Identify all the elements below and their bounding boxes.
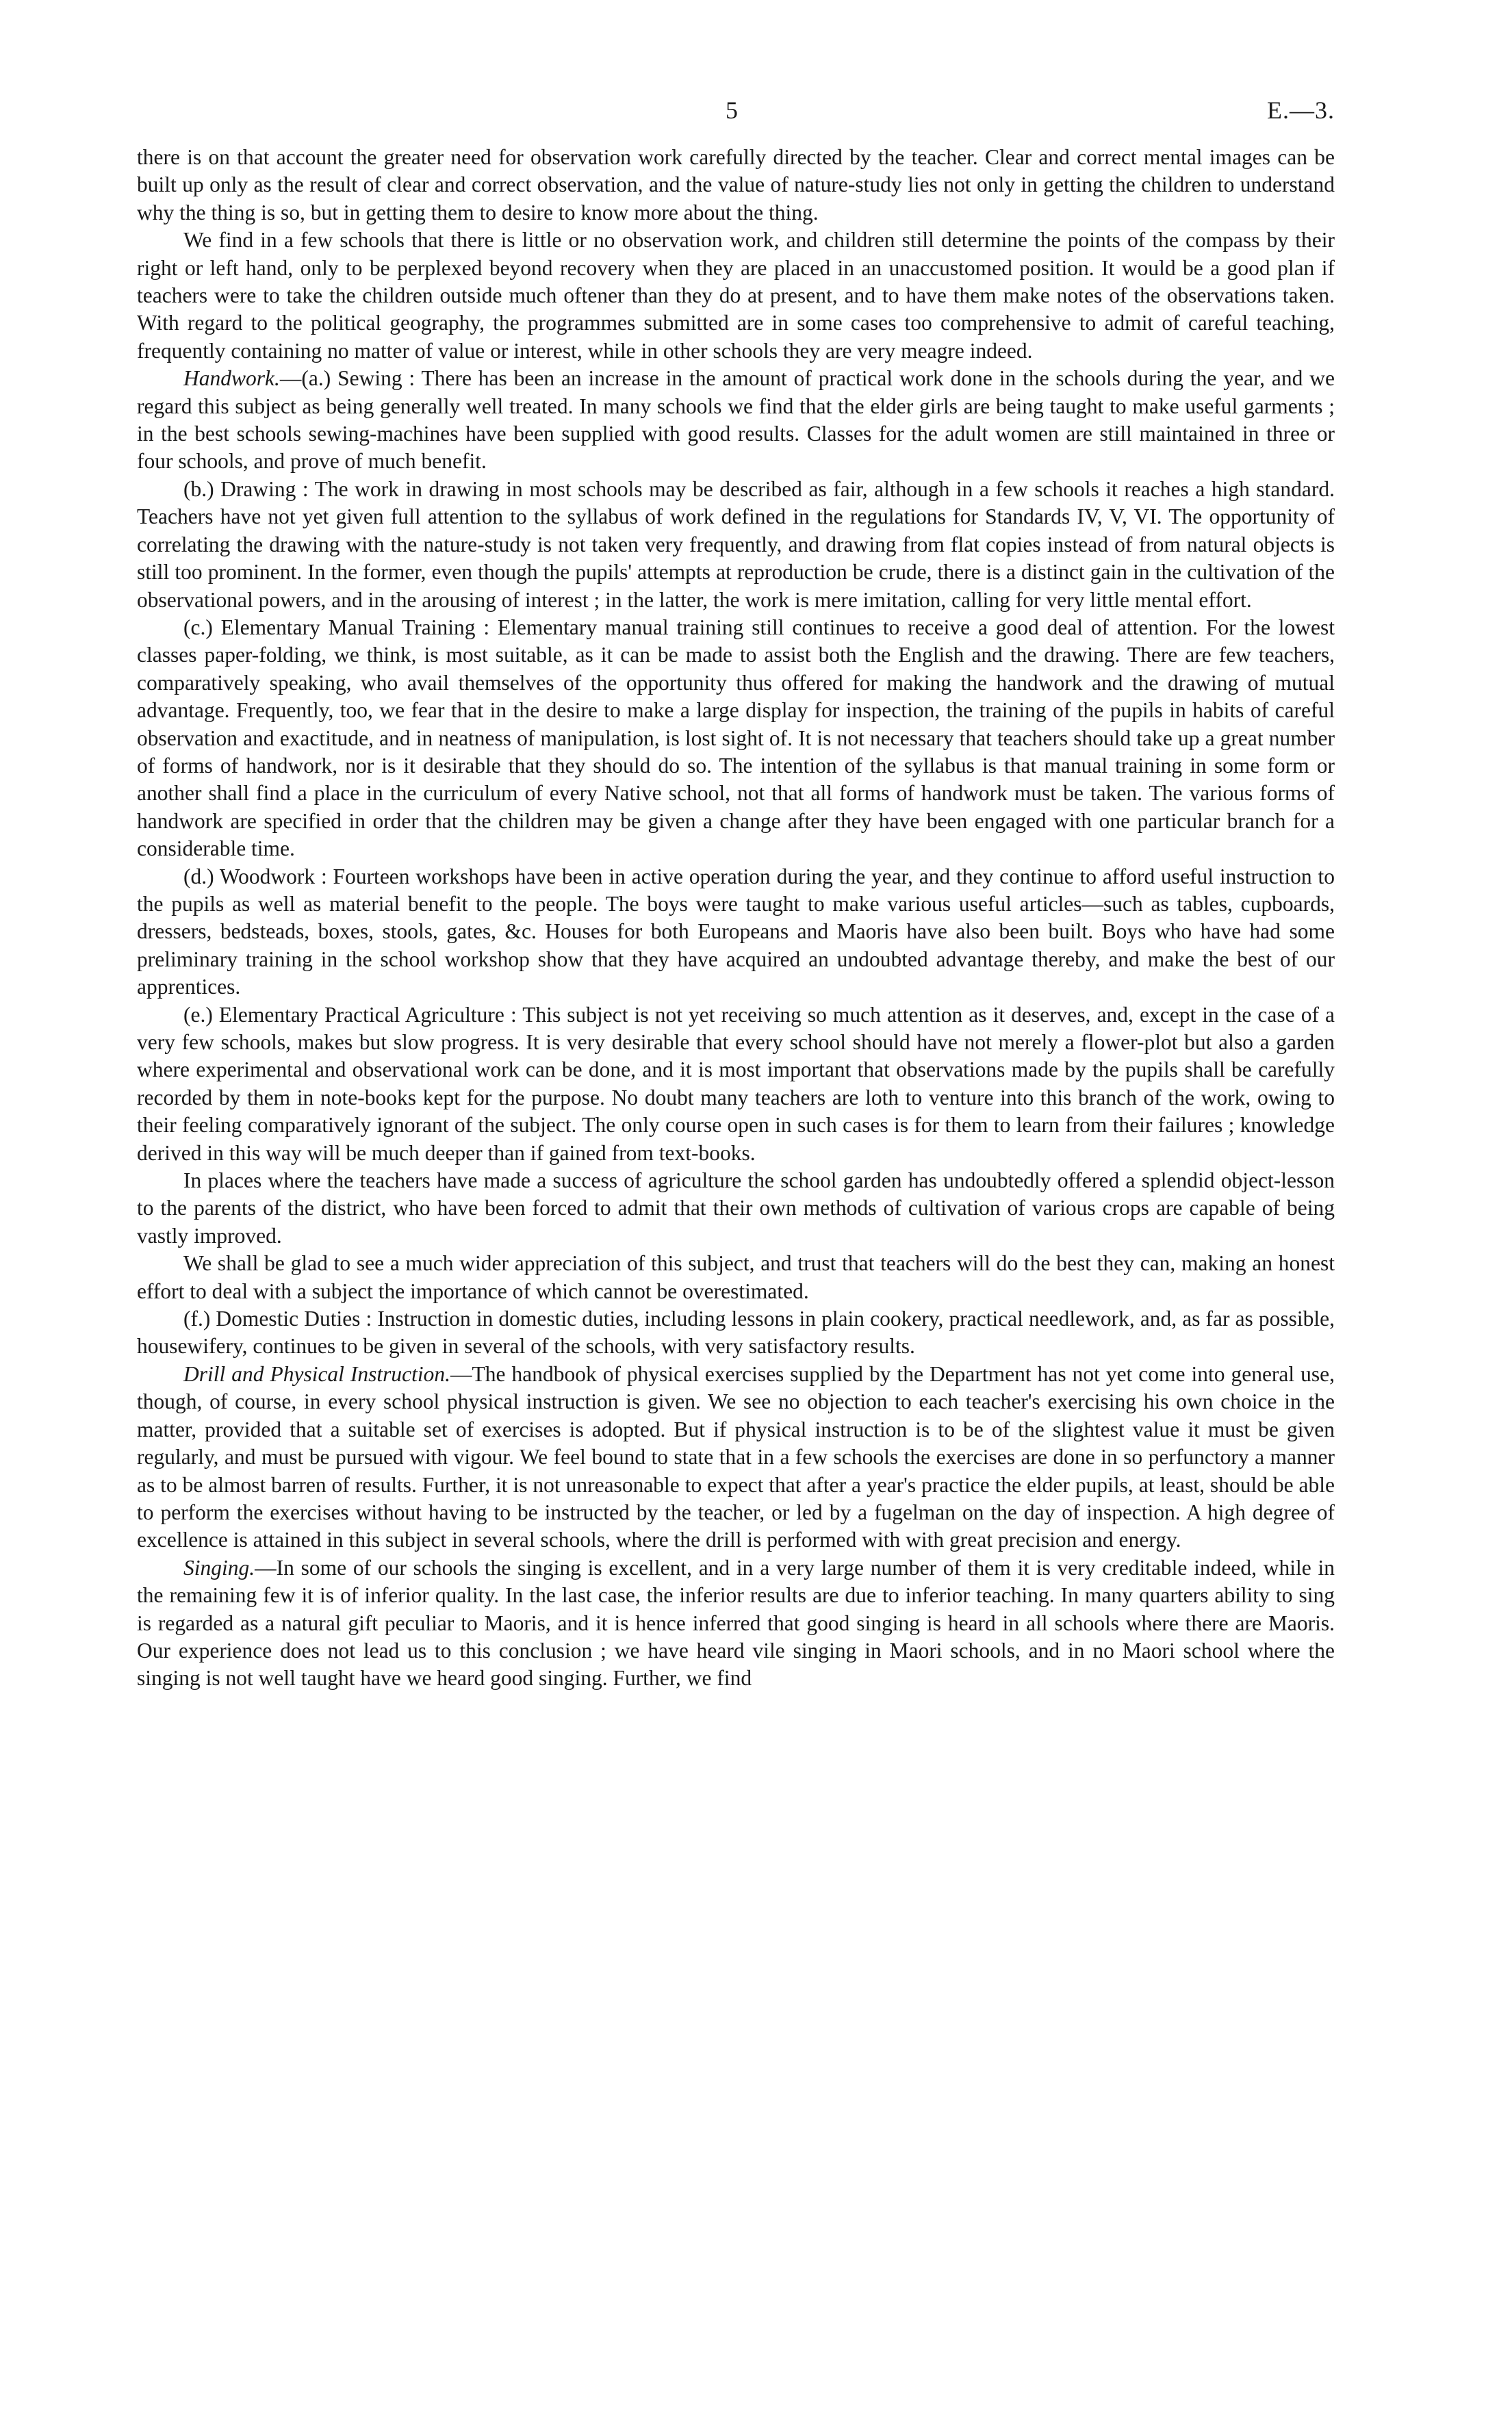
paragraph-text: there is on that account the greater need for observation work carefully directed by the teacher. Clear and correct mental images can be built up only as the result of clear and correct observation, and the value of nature-study lies not only in getting the children to understand why the thing is so, but in getting them to desire to know more about the thing. [137,145,1335,224]
paragraph-woodwork [137,863,1335,1001]
paragraph-school-garden [137,1167,1335,1250]
paragraph-drawing [137,476,1335,614]
paragraph-text: —In some of our schools the singing is excellent, and in a very large number of them it is very creditable indeed, while in the remaining few it is of inferior quality. In the last case, the inferior results are due to inferior teaching. In many quarters ability to sing is regarded as a natural gift peculiar to Maoris, and it is hence inferred that good singing is heard in all schools where there are Maoris. Our experience does not lead us to this conclusion ; we have heard vile singing in Maori schools, and in no Maori school where the singing is not well taught have we heard good singing. Further, we find [137,1555,1335,1691]
paragraph-compass [137,227,1335,365]
paragraph-text: We find in a few schools that there is little or no observation work, and children still determine the points of the compass by their right or left hand, only to be perplexed beyond recovery when they are placed in an unaccustomed position. It would be a good plan if teachers were to take the children outside much oftener than they do at present, and to have them make notes of the observations taken. With regard to the political geography, the programmes submitted are in some cases too comprehensive to admit of careful teaching, frequently containing no matter of value or interest, while in other schools they are very meagre indeed. [137,228,1335,363]
paragraph-drill [137,1361,1335,1554]
document-page [137,96,1335,1693]
paragraph-observation [137,144,1335,227]
paragraph-handwork-sewing [137,365,1335,476]
paragraph-text: (b.) Drawing : The work in drawing in most schools may be described as fair, although in a few schools it reaches a high standard. Teachers have not yet given full attention to the syllabus of work defined in the regulations for Standards IV, V, VI. The opportunity of correlating the drawing with the nature-study is not taken very frequently, and drawing from flat copies instead of from natural objects is still too prominent. In the former, even though the pupils' attempts at reproduction be crude, there is a distinct gain in the cultivation of the observational powers, and in the arousing of interest ; in the latter, the work is mere imitation, calling for very little mental effort. [137,476,1335,612]
document-reference: E.—3. [1267,97,1335,124]
paragraph-text: —The handbook of physical exercises supplied by the Department has not yet come into general use, though, of course, in every school physical instruction is given. We see no objection to each teacher's exercising his own choice in the matter, provided that a suitable set of exercises is adopted. But if physical instruction is to be of the slightest value it must be given regularly, and must be pursued with vigour. We feel bound to state that in a few schools the exercises are done in so perfunctory a manner as to be almost barren of results. Further, it is not unreasonable to expect that after a year's practice the elder pupils, at least, should be able to perform the exercises without having to be instructed by the teacher, or led by a fugelman on the day of inspection. A high degree of excellence is attained in this subject in several schools, where the drill is performed with with great precision and energy. [137,1361,1335,1552]
paragraph-text: (f.) Domestic Duties : Instruction in domestic duties, including lessons in plain cookery, practical needlework, and, as far as possible, housewifery, continues to be given in several of the schools, with very satisfactory results. [137,1307,1335,1359]
paragraph-manual-training [137,614,1335,863]
paragraph-text: —(a.) Sewing : There has been an increase in the amount of practical work done in the schools during the year, and we regard this subject as being generally well treated. In many schools we find that the elder girls are being taught to make useful garments ; in the best schools sewing-machines have been supplied with good results. Classes for the adult women are still maintained in three or four schools, and prove of much benefit. [137,366,1335,474]
page-header [137,96,1335,144]
paragraph-agriculture [137,1001,1335,1167]
paragraph-text: (e.) Elementary Practical Agriculture : This subject is not yet receiving so much attention as it deserves, and, except in the case of a very few schools, makes but slow progress. It is very desirable that every school should have not merely a flower-plot but also a garden where experimental and observational work can be done, and it is most important that observations made by the pupils shall be carefully recorded by them in note-books kept for the purpose. No doubt many teachers are loth to venture into this branch of the work, owing to their feeling comparatively ignorant of the subject. The only course open in such cases is for them to learn from their failures ; knowledge derived in this way will be much deeper than if gained from text-books. [137,1002,1335,1165]
body-text [137,144,1335,1693]
paragraph-text: (d.) Woodwork : Fourteen workshops have been in active operation during the year, and they continue to afford useful instruction to the pupils as well as material benefit to the people. The boys were taught to make various useful articles—such as tables, cupboards, dressers, bedsteads, boxes, stools, gates, &c. Houses for both Europeans and Maoris have also been built. Boys who have had some preliminary training in the school workshop show that they have acquired an undoubted advantage thereby, and make the best of our apprentices. [137,864,1335,999]
paragraph-text: (c.) Elementary Manual Training : Elementary manual training still continues to receive a good deal of attention. For the lowest classes paper-folding, we think, is most suitable, as it can be made to assist both the English and the drawing. There are few teachers, comparatively speaking, who avail themselves of the opportunity thus offered for making the handwork and the drawing of mutual advantage. Frequently, too, we fear that in the desire to make a large display for inspection, the training of the pupils in habits of careful observation and exactitude, and in neatness of manipulation, is lost sight of. It is not necessary that teachers should take up a great number of forms of handwork, nor is it desirable that they should do so. The intention of the syllabus is that manual training in some form or another shall find a place in the curriculum of every Native school, not that all forms of handwork must be taken. The various forms of handwork are specified in order that the children may be given a change after they have been engaged with one particular branch for a considerable time. [137,615,1335,861]
paragraph-text: In places where the teachers have made a success of agriculture the school garden has undoubtedly offered a splendid object-lesson to the parents of the district, who have been forced to admit that their own methods of cultivation of various crops are capable of being vastly improved. [137,1168,1335,1248]
section-heading-drill: Drill and Physical Instruction. [183,1361,451,1386]
paragraph-domestic-duties [137,1305,1335,1361]
page-number: 5 [726,97,738,124]
section-heading-singing: Singing. [183,1555,255,1580]
paragraph-text: We shall be glad to see a much wider appreciation of this subject, and trust that teachers will do the best they can, making an honest effort to deal with a subject the importance of which cannot be overestimated. [137,1251,1335,1303]
paragraph-singing [137,1554,1335,1693]
paragraph-appreciation [137,1250,1335,1305]
section-heading-handwork: Handwork. [183,366,280,391]
